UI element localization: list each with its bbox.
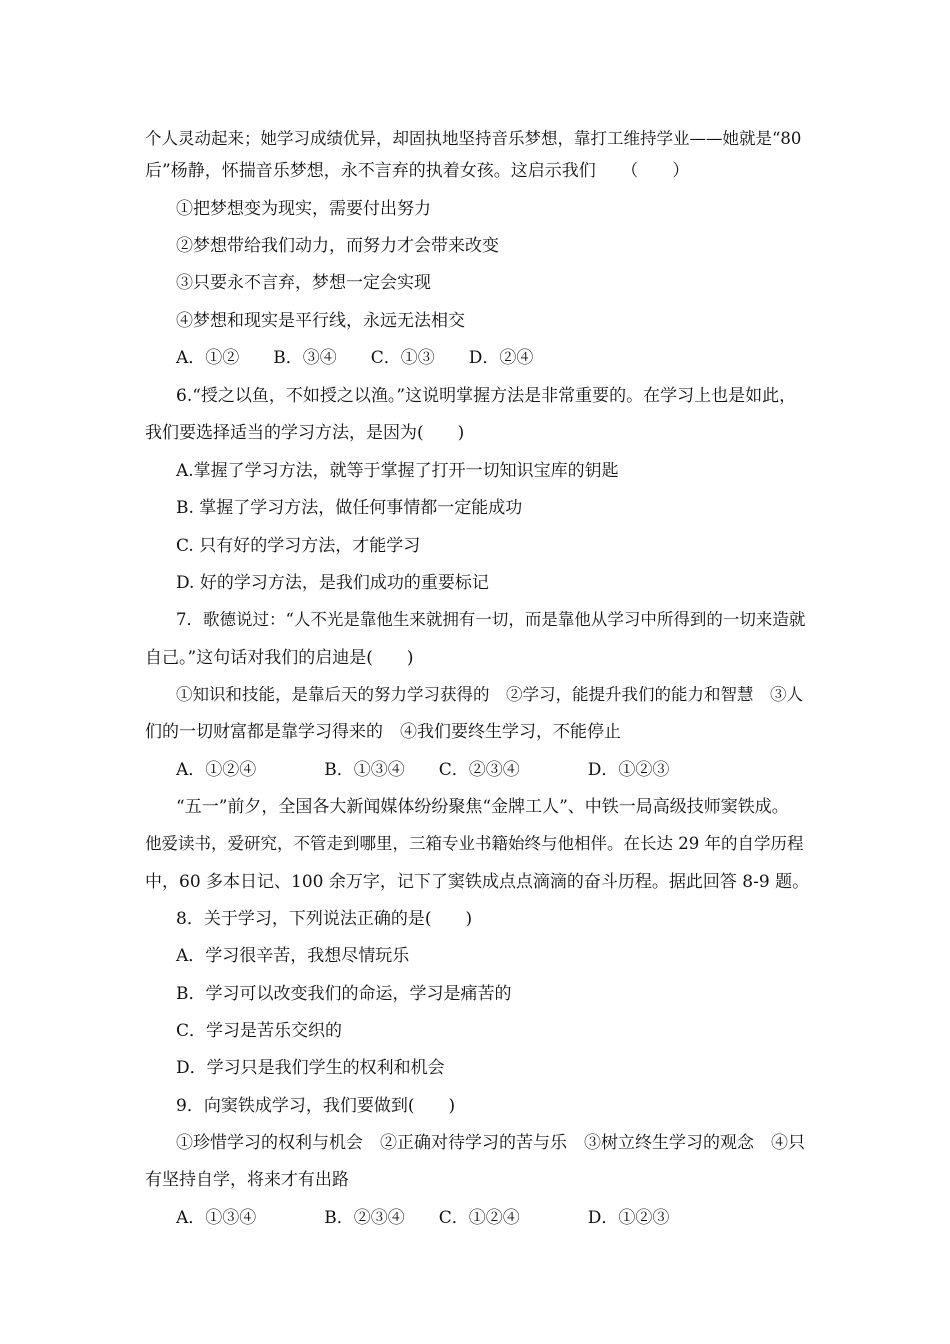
answer-choices-5: A．①② B．③④ C．①③ D．②④ (176, 348, 534, 368)
answer-choices-7: A．①②④ B．①③④ C．②③④ D．①②③ (176, 760, 670, 780)
text-line: 自己。”这句话对我们的启迪是( ) (145, 648, 414, 668)
answer-choices-9: A．①③④ B．②③④ C．①②④ D．①②③ (176, 1208, 670, 1228)
text-line: 中，60 多本日记、100 余万字，记下了窦铁成点点滴滴的奋斗历程。据此回答 8-9 题。 (145, 872, 810, 892)
text-line: 有坚持自学，将来才有出路 (145, 1170, 349, 1190)
option-2: ②梦想带给我们动力，而努力才会带来改变 (176, 236, 499, 256)
text-line: 他爱读书，爱研究，不管走到哪里，三箱专业书籍始终与他相伴。在长达 29 年的自学历程 (145, 834, 804, 853)
text-line: 我们要选择适当的学习方法，是因为( ) (145, 423, 465, 443)
choice-8b: B．学习可以改变我们的命运，学习是痛苦的 (176, 984, 512, 1004)
option-4: ④梦想和现实是平行线，永远无法相交 (176, 311, 465, 331)
option-3: ③只要永不言弃，梦想一定会实现 (176, 273, 431, 293)
text-line: 个人灵动起来；她学习成绩优异，却固执地坚持音乐梦想，靠打工维持学业——她就是“80 (145, 129, 802, 148)
choice-8a: A．学习很辛苦，我想尽情玩乐 (176, 946, 410, 966)
choice-8c: C．学习是苦乐交织的 (176, 1021, 343, 1041)
question-7: 7．歌德说过：“人不光是靠他生来就拥有一切，而是靠他从学习中所得到的一切来造就 (176, 610, 806, 629)
text-line: 们的一切财富都是靠学习得来的 ④我们要终生学习，不能停止 (145, 722, 621, 742)
choice-6b: B. 掌握了学习方法，做任何事情都一定能成功 (176, 498, 523, 518)
statements-9: ①珍惜学习的权利与机会 ②正确对待学习的苦与乐 ③树立终生学习的观念 ④只 (176, 1133, 805, 1153)
choice-6d: D. 好的学习方法，是我们成功的重要标记 (176, 573, 489, 593)
choice-6c: C. 只有好的学习方法，才能学习 (176, 536, 421, 556)
question-9: 9．向窦铁成学习，我们要做到( ) (176, 1096, 456, 1116)
choice-8d: D．学习只是我们学生的权利和机会 (176, 1058, 445, 1078)
text-line: 后”杨静，怀揣音乐梦想，永不言弃的执着女孩。这启示我们 （ ） (145, 161, 690, 181)
question-8: 8．关于学习，下列说法正确的是( ) (176, 909, 473, 929)
option-1: ①把梦想变为现实，需要付出努力 (176, 199, 431, 219)
question-6: 6.“授之以鱼，不如授之以渔。”这说明掌握方法是非常重要的。在学习上也是如此， (176, 386, 797, 406)
statements-7: ①知识和技能，是靠后天的努力学习获得的 ②学习，能提升我们的能力和智慧 ③人 (176, 685, 803, 704)
reading-passage: “五一”前夕，全国各大新闻媒体纷纷聚焦“金牌工人”、中铁一局高级技师窦铁成。 (176, 797, 789, 817)
choice-6a: A.掌握了学习方法，就等于掌握了打开一切知识宝库的钥匙 (176, 461, 619, 481)
